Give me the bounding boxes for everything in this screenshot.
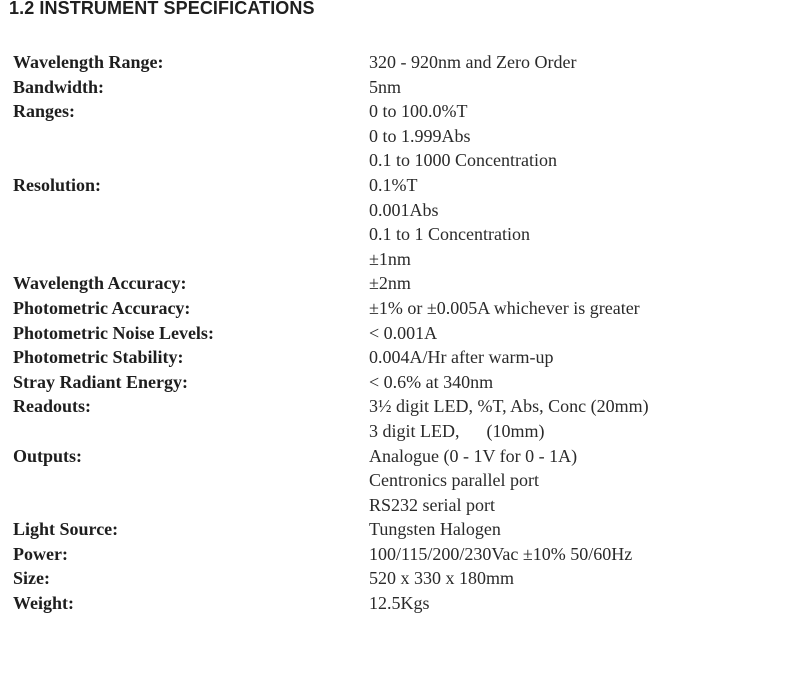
spec-value: 0.1%T bbox=[369, 174, 418, 195]
spec-value: 3½ digit LED, %T, Abs, Conc (20mm) bbox=[369, 396, 649, 417]
spec-value: 100/115/200/230Vac ±10% 50/60Hz bbox=[369, 543, 633, 564]
spec-values bbox=[369, 173, 793, 271]
spec-row bbox=[13, 345, 793, 370]
spec-value: 0.1 to 1 Concentration bbox=[369, 224, 530, 245]
spec-row bbox=[13, 296, 793, 321]
spec-label: Stray Radiant Energy: bbox=[13, 371, 188, 392]
spec-row bbox=[13, 444, 793, 518]
spec-row bbox=[13, 394, 793, 443]
spec-label: Bandwidth: bbox=[13, 76, 105, 97]
spec-value: 12.5Kgs bbox=[369, 593, 430, 614]
spec-value: Centronics parallel port bbox=[369, 470, 539, 491]
spec-value: ±2nm bbox=[369, 273, 411, 294]
spec-value: 0.1 to 1000 Concentration bbox=[369, 150, 557, 171]
spec-label: Power: bbox=[13, 543, 68, 564]
spec-row bbox=[13, 271, 793, 296]
spec-values bbox=[369, 321, 793, 346]
spec-values bbox=[369, 296, 793, 321]
spec-values bbox=[369, 566, 793, 591]
spec-value: < 0.6% at 340nm bbox=[369, 371, 494, 392]
spec-label: Wavelength Accuracy: bbox=[13, 273, 187, 294]
spec-values bbox=[369, 517, 793, 542]
spec-table bbox=[13, 50, 793, 616]
spec-values bbox=[369, 99, 793, 173]
section-heading: 1.2 INSTRUMENT SPECIFICATIONS bbox=[9, 0, 315, 18]
spec-value: 0 to 1.999Abs bbox=[369, 125, 471, 146]
spec-label: Ranges: bbox=[13, 101, 75, 122]
spec-values bbox=[369, 75, 793, 100]
spec-row bbox=[13, 173, 793, 271]
spec-row bbox=[13, 75, 793, 100]
spec-values bbox=[369, 345, 793, 370]
spec-values bbox=[369, 444, 793, 518]
spec-label: Wavelength Range: bbox=[13, 52, 164, 72]
spec-row bbox=[13, 591, 793, 616]
spec-row bbox=[13, 50, 793, 75]
spec-value: 320 - 920nm and Zero Order bbox=[369, 52, 577, 72]
spec-label: Weight: bbox=[13, 593, 74, 614]
spec-row bbox=[13, 99, 793, 173]
spec-value: Tungsten Halogen bbox=[369, 519, 501, 540]
spec-value: ±1nm bbox=[369, 248, 411, 269]
spec-label: Light Source: bbox=[13, 519, 119, 540]
spec-value: 0.004A/Hr after warm-up bbox=[369, 347, 554, 368]
spec-value: Analogue (0 - 1V for 0 - 1A) bbox=[369, 445, 578, 466]
spec-label: Photometric Stability: bbox=[13, 347, 184, 368]
spec-label: Readouts: bbox=[13, 396, 92, 417]
spec-value: RS232 serial port bbox=[369, 494, 495, 515]
spec-value: 0.001Abs bbox=[369, 199, 439, 220]
spec-value: ±1% or ±0.005A whichever is greater bbox=[369, 297, 640, 318]
spec-label: Outputs: bbox=[13, 445, 83, 466]
spec-values bbox=[369, 394, 793, 443]
spec-values bbox=[369, 370, 793, 395]
spec-label: Resolution: bbox=[13, 174, 102, 195]
spec-values bbox=[369, 591, 793, 616]
spec-label: Size: bbox=[13, 568, 50, 589]
spec-label: Photometric Accuracy: bbox=[13, 297, 191, 318]
spec-value: 5nm bbox=[369, 76, 402, 97]
spec-row bbox=[13, 370, 793, 395]
spec-values bbox=[369, 542, 793, 567]
spec-value: 520 x 330 x 180mm bbox=[369, 568, 515, 589]
spec-value: < 0.001A bbox=[369, 322, 438, 343]
spec-row bbox=[13, 542, 793, 567]
spec-value: 3 digit LED, (10mm) bbox=[369, 420, 545, 441]
spec-row bbox=[13, 321, 793, 346]
spec-label: Photometric Noise Levels: bbox=[13, 322, 214, 343]
spec-value: 0 to 100.0%T bbox=[369, 101, 468, 122]
spec-values bbox=[369, 271, 793, 296]
spec-row bbox=[13, 566, 793, 591]
spec-values bbox=[369, 50, 793, 75]
spec-row bbox=[13, 517, 793, 542]
